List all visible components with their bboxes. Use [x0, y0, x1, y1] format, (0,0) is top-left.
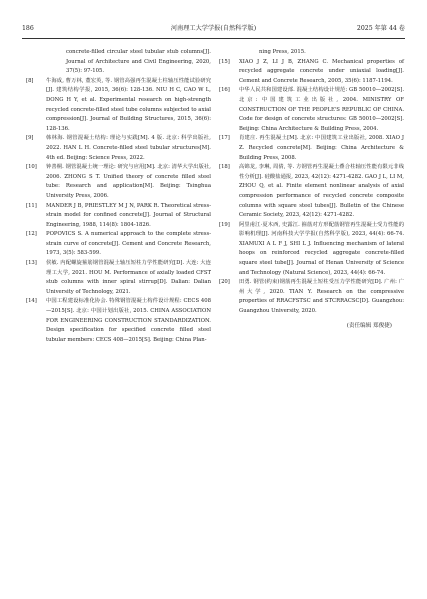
reference-number: [13]: [26, 260, 37, 267]
reference-item-17: [219, 134, 404, 163]
reference-number: [15]: [219, 58, 230, 65]
reference-text: 阿里甫江·夏木西, 史露江. 箍筋对方形配筋钢管再生混凝土受力性能的影响机理[J]. 河南科技大学学报(自然科学版), 2023, 44(4): 66-74. XIAMUXI A L F J, SHI L J. Influencing mechanism of lateral hoops on reinforced recycled aggregate concrete-filled square steel tube[J]. Journal of Henan University of Science and Technology (Natural Science), 2023, 44(4): 66-74.: [239, 221, 404, 276]
reference-number: [18]: [219, 164, 230, 171]
reference-number: [14]: [26, 298, 37, 305]
reference-text: 中华人民共和国建设部. 混凝土结构设计规范: GB 50010—2002[S]. 北京: 中国建筑工业出版社, 2004. MINISTRY OF CONSTRUCTION OF THE PEOPLE'S REPUBLIC OF CHINA. Code for design of concrete structures: GB 50010—2002[S]. Beijing: China Architecture & Building Press, 2004.: [239, 87, 404, 132]
reference-column-right: [219, 48, 404, 331]
reference-item-20: [219, 278, 404, 316]
reference-item-18: [219, 163, 404, 221]
continuation-text: concrete-filled circular steel tubular stub columns[J]. Journal of Architecture and Civil Engineering, 2020, 37(5): 97-105.: [66, 49, 211, 75]
reference-item-8: [26, 77, 211, 135]
reference-item-13: [26, 259, 211, 297]
reference-item-12: [26, 230, 211, 259]
reference-number: [8]: [26, 77, 34, 84]
reference-item-19: [219, 221, 404, 279]
reference-text: 牛海成, 曹万林, 董宏英, 等. 钢管高强再生混凝土柱轴压性能试验研究[J]. 建筑结构学报, 2015, 36(6): 128-136. NIU H C, CAO W L, DONG H Y, et al. Experimental research on high-strength recycled concrete-filled steel tube columns subjected to axial compression[J]. Journal of Building Structures, 2015, 36(6): 128-136.: [46, 77, 211, 132]
reference-item-9: [26, 134, 211, 163]
reference-text: 高锦龙, 李琳, 周倩, 等. 方钢管再生混凝土叠合柱轴压性能有限元非线性分析[J]. 硅酸盐通报, 2023, 42(12): 4271-4282. GAO J L, LI M, ZHOU Q, et al. Finite element nonlinear analysis of axial compression performance of recycled concrete composite columns with square steel tubes[J]. Bulletin of the Chinese Ceramic Society, 2023, 42(12): 4271-4282.: [239, 164, 404, 219]
reference-continuation: [219, 48, 404, 58]
reference-item-10: [26, 163, 211, 201]
journal-title: 河南理工大学学报(自然科学版): [170, 25, 257, 32]
continuation-text: ning Press, 2015.: [259, 49, 306, 55]
reference-text: XIAO J Z, LI J B, ZHANG C. Mechanical properties of recycled aggregate concrete under uniaxial loading[J]. Cement and Concrete Research, 2005, 35(6): 1187-1194.: [239, 58, 404, 84]
reference-continuation: [26, 48, 211, 77]
reference-number: [17]: [219, 135, 230, 142]
reference-text: 侯敏. 内配螺旋箍筋钢管混凝土轴压短柱力学性能研究[D]. 大连: 大连理工大学, 2021. HOU M. Performance of axially loaded CFST stub columns with inner spiral stirrup[D]. Dalian: Dalian University of Technology, 2021.: [46, 260, 211, 295]
reference-item-15: [219, 58, 404, 87]
reference-text: 田勇. 钢管(约束)钢筋再生混凝土短柱受压力学性能研究[D]. 广州: 广州大学, 2020. TIAN Y. Research on the compressive properties of RRACFSTSC and STCRRACSC[D]. Guangzhou: Guangzhou University, 2020.: [239, 279, 404, 315]
reference-number: [16]: [219, 87, 230, 94]
reference-number: [20]: [219, 279, 230, 286]
reference-item-14: [26, 297, 211, 345]
reference-number: [12]: [26, 231, 37, 238]
reference-text: POPOVICS S. A numerical approach to the complete stress-strain curve of concrete[J]. Cement and Concrete Research, 1973, 3(5): 583-599.: [46, 231, 211, 257]
reference-item-11: [26, 202, 211, 231]
reference-number: [11]: [26, 202, 37, 209]
reference-number: [9]: [26, 135, 34, 142]
responsible-editor: (责任编辑 郑俊捷): [346, 322, 392, 329]
reference-number: [10]: [26, 164, 37, 171]
volume-info: 2025 年第 44 卷: [356, 25, 405, 32]
running-header: [22, 20, 405, 39]
reference-text: 中国工程建设标准化协会. 特殊钢管混凝土构件设计规程: CECS 408—2015[S]. 北京: 中国计划出版社, 2015. CHINA ASSOCIATION FOR ENGINEERING CONSTRUCTION STANDARDIZATION. Design specification for specified concrete filled steel tubular members: CECS 408—2015[S]. Beijing: China Plan-: [46, 298, 211, 343]
reference-number: [19]: [219, 221, 230, 228]
reference-text: MANDER J B, PRIESTLEY M J N, PARK R. Theoretical stress-strain model for confined concrete[J]. Journal of Structural Engineering, 1988, 114(8): 1804-1826.: [46, 202, 211, 228]
reference-column-left: [26, 48, 211, 345]
reference-text: 钟善桐. 钢管混凝土统一理论: 研究与应用[M]. 北京: 清华大学出版社, 2006. ZHONG S T. Unified theory of concrete filled steel tube: Research and application[M]. Beijing: Tsinghua University Press, 2006.: [46, 164, 211, 199]
page-number: 186: [22, 25, 34, 32]
reference-text: 肖建庄. 再生混凝土[M]. 北京: 中国建筑工业出版社, 2008. XIAO J Z. Recycled concrete[M]. Beijing: China Architecture & Building Press, 2008.: [239, 135, 404, 161]
reference-text: 韩林海. 钢管混凝土结构: 理论与实践[M]. 4 版. 北京: 科学出版社, 2022. HAN L H. Concrete-filled steel tubular structures[M]. 4th ed. Beijing: Science Press, 2022.: [46, 135, 211, 161]
reference-item-16: [219, 86, 404, 134]
